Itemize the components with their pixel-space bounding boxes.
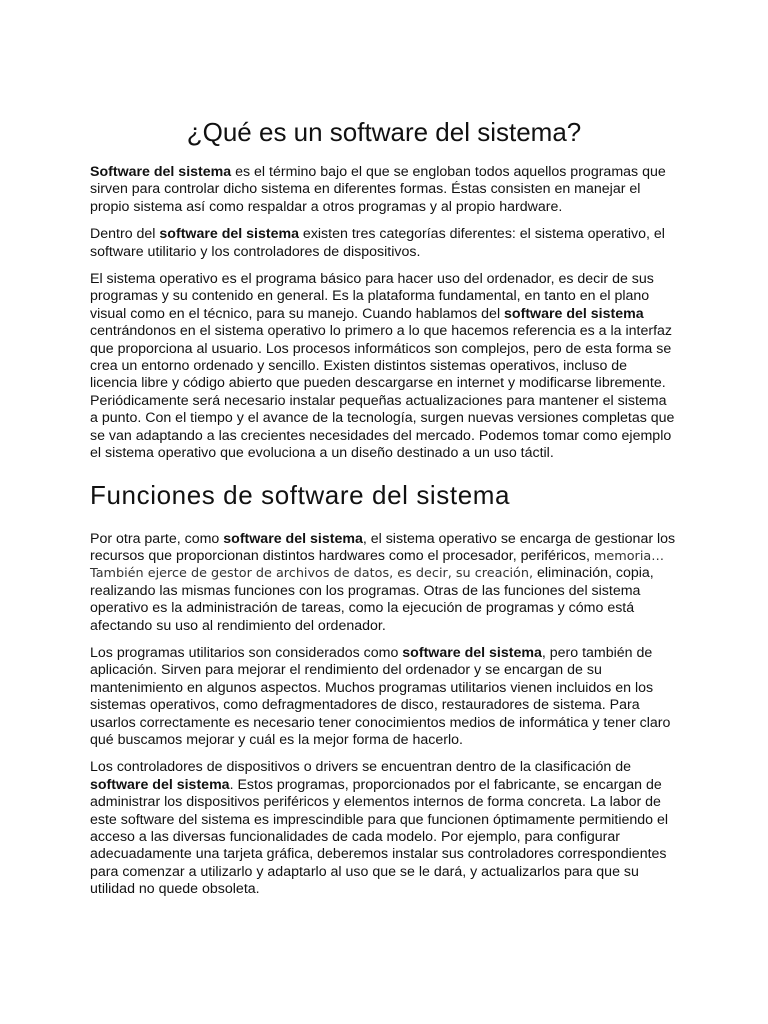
paragraph-drivers <box>90 759 678 898</box>
bold-term: software del sistema <box>223 530 363 547</box>
bold-term: software del sistema <box>402 644 542 661</box>
paragraph-definition <box>90 164 678 216</box>
section-heading: Funciones de software del sistema <box>90 479 511 510</box>
paragraph-text-alt-font: memoria… También ejerce de gestor de archivos de datos, es decir, su creación, <box>90 548 665 582</box>
paragraph-text: Los controladores de dispositivos o drivers se encuentran dentro de la clasificación de <box>90 759 632 776</box>
paragraph-text: , pero también de aplicación. Sirven para mejorar el rendimiento del ordenador y se encargan de su mantenimiento en algunos aspectos. Muchos programas utilitarios vienen incluidos en los sistemas operativos, como defragmentadores de disco, restauradores de sistema. Para usarlos correctamente es necesario tener conocimientos medios de informática y tener claro qué buscamos mejorar y cuál es la mejor forma de hacerlo. <box>90 644 671 748</box>
paragraph-text: , el sistema operativo se encarga de gestionar los recursos que proporcionan distintos hardwares como el procesador, periféricos, <box>90 530 676 564</box>
bold-term: software del sistema <box>159 226 299 243</box>
bold-term: software del sistema <box>504 305 644 322</box>
paragraph-text: eliminación, copia, realizando las mismas funciones con los programas. Otras de las funciones del sistema operativo es la administración de tareas, como la ejecución de programas y cómo está afectando su uso al rendimiento del ordenador. <box>90 565 654 634</box>
paragraph-text: Dentro del <box>90 226 160 243</box>
paragraph-text: centrándonos en el sistema operativo lo primero a lo que hacemos referencia es a la interfaz que proporciona al usuario. Los procesos informáticos son complejos, pero de esta forma se crea un entorno ordenado y sencillo. Existen distintos sistemas operativos, incluso de licencia libre y código abierto que pueden descargarse en internet y modificarse libremente. Periódicamente será necesario instalar pequeñas actualizaciones para mantener el sistema a punto. Con el tiempo y el avance de la tecnología, surgen nuevas versiones completas que se van adaptando a las crecientes necesidades del mercado. Podemos tomar como ejemplo el sistema operativo que evoluciona a un diseño destinado a un uso táctil. <box>90 323 675 462</box>
paragraph-text: Los programas utilitarios son considerados como <box>90 644 403 661</box>
paragraph-text: Por otra parte, como <box>90 530 224 547</box>
bold-term: Software del sistema <box>90 164 232 180</box>
paragraph-text: El sistema operativo es el programa básico para hacer uso del ordenador, es decir de sus programas y su contenido en general. Es la plataforma fundamental, en tanto en el plano visual como en el técnico, para su manejo. Cuando hablamos del <box>90 271 654 322</box>
bold-term: software del sistema <box>90 776 230 793</box>
paragraph-text: . Estos programas, proporcionados por el fabricante, se encargan de administrar los dispositivos periféricos y elementos internos de forma concreta. La labor de este software del sistema es imprescindible para que funcionen óptimamente permitiendo el acceso a las diversas funcionalidades de cada modelo. Por ejemplo, para configurar adecuadamente una tarjeta gráfica, deberemos instalar sus controladores correspondientes para comenzar a utilizarlo y adaptarlo al uso que se le dará, y actualizarlos para que su utilidad no quede obsoleta. <box>90 776 669 898</box>
paragraph-utilities <box>90 645 678 749</box>
paragraph-categories <box>90 226 678 261</box>
paragraph-text: es el término bajo el que se engloban todos aquellos programas que sirven para controlar dicho sistema en diferentes formas. Éstas consisten en manejar el propio sistema así como respaldar a otros programas y al propio hardware. <box>90 164 666 215</box>
page-title: ¿Qué es un software del sistema? <box>186 117 582 147</box>
paragraph-text: existen tres categorías diferentes: el sistema operativo, el software utilitario y los controladores de dispositivos. <box>90 226 665 260</box>
paragraph-functions <box>90 531 678 635</box>
paragraph-operating-system <box>90 271 678 462</box>
